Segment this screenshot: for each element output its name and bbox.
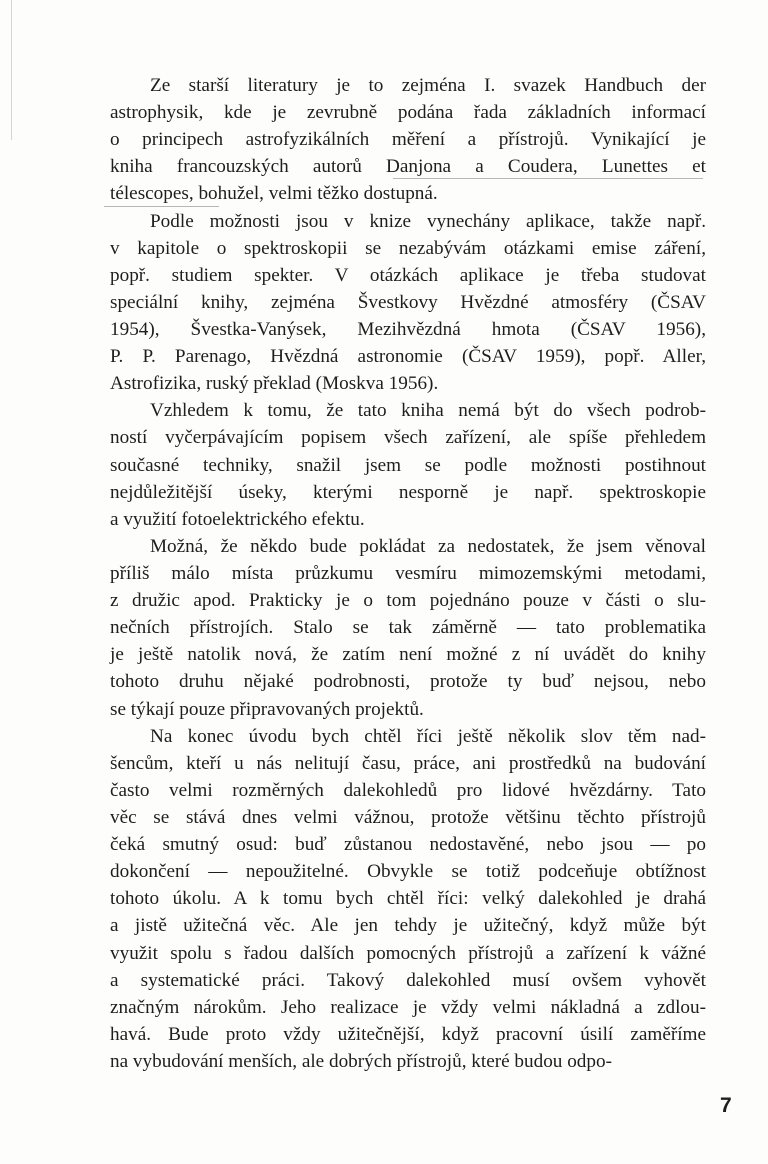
text-line: věc se stává dnes velmi vážnou, protože většinu těchto přístrojů	[110, 806, 706, 828]
text-line: čeká smutný osud: buď zůstanou nedostavěné, nebo jsou — po	[110, 834, 706, 856]
text-line: tohoto úkolu. A k tomu bych chtěl říci: velký dalekohled je drahá	[110, 888, 706, 910]
text-line: šencům, kteří u nás nelitují času, práce, ani prostředků na budování	[110, 752, 706, 774]
text-line: současné techniky, snažil jsem se podle možnosti postihnout	[110, 454, 706, 476]
text-line: se týkají pouze připravovaných projektů.	[110, 698, 424, 720]
text-line: kniha francouzských autorů Danjona a Coudera, Lunettes et	[110, 156, 706, 178]
text-line: v kapitole o spektroskopii se nezabývám otázkami emise záření,	[110, 237, 706, 259]
paragraph	[110, 72, 706, 208]
text-line: z družic apod. Prakticky je o tom pojednáno pouze v části o slu-	[110, 590, 706, 612]
text-line: Astrofizika, ruský překlad (Moskva 1956).	[110, 373, 439, 395]
text-line: Podle možnosti jsou v knize vynechány aplikace, takže např.	[150, 210, 706, 232]
scan-edge-line	[11, 0, 12, 140]
text-line: Na konec úvodu bych chtěl říci ještě několik slov těm nad-	[150, 725, 706, 747]
text-line: Možná, že někdo bude pokládat za nedostatek, že jsem věnoval	[150, 535, 706, 557]
text-line: často velmi rozměrných dalekohledů pro lidové hvězdárny. Tato	[110, 779, 706, 801]
text-line: astrophysik, kde je zevrubně podána řada základních informací	[110, 102, 706, 124]
text-line: dokončení — nepoužitelné. Obvykle se totiž podceňuje obtížnost	[110, 861, 706, 883]
paragraph	[110, 723, 706, 1075]
text-line: na vybudování menších, ale dobrých přístrojů, které budou odpo-	[110, 1050, 612, 1072]
text-line: a využití fotoelektrického efektu.	[110, 508, 365, 530]
paragraph	[110, 533, 706, 723]
text-line: o principech astrofyzikálních měření a přístrojů. Vynikající je	[110, 129, 706, 151]
text-line: ností vyčerpávajícím popisem všech zařízení, ale spíše přehledem	[110, 427, 706, 449]
text-line: nečních přístrojích. Stalo se tak záměrně — tato problematika	[110, 617, 706, 639]
text-line: značným nárokům. Jeho realizace je vždy velmi nákladná a zdlou-	[110, 996, 706, 1018]
text-line: 1954), Švestka-Vanýsek, Mezihvězdná hmota (ČSAV 1956),	[110, 318, 706, 340]
text-line: P. P. Parenago, Hvězdná astronomie (ČSAV 1959), popř. Aller,	[110, 346, 706, 368]
text-line: a jistě užitečná věc. Ale jen tehdy je užitečný, když může být	[110, 915, 706, 937]
text-line: speciální knihy, zejména Švestkovy Hvězdné atmosféry (ČSAV	[110, 291, 706, 313]
text-line: je ještě natolik nová, že zatím není možné z ní uvádět do knihy	[110, 644, 706, 666]
text-line: Ze starší literatury je to zejména I. svazek Handbuch der	[150, 75, 706, 96]
text-line: tohoto druhu nějaké podrobnosti, protože ty buď nejsou, nebo	[110, 671, 706, 693]
text-line: havá. Bude proto vždy užitečnější, když pracovní úsilí zaměříme	[110, 1023, 706, 1045]
body-text	[110, 72, 706, 1075]
paragraph	[110, 397, 706, 533]
text-line: Vzhledem k tomu, že tato kniha nemá být do všech podrob-	[150, 400, 706, 422]
text-line: a systematické práci. Takový dalekohled musí ovšem vyhovět	[110, 969, 706, 991]
page-number: 7	[720, 1094, 732, 1117]
text-line: nejdůležitější úseky, kterými nesporně je např. spektroskopie	[110, 481, 706, 503]
text-line: příliš málo místa průzkumu vesmíru mimozemskými metodami,	[110, 562, 706, 584]
text-line: télescopes, bohužel, velmi těžko dostupná.	[110, 183, 438, 205]
text-line: popř. studiem spekter. V otázkách aplikace je třeba studovat	[110, 264, 706, 286]
paragraph	[110, 208, 706, 398]
text-line: využit spolu s řadou dalších pomocných přístrojů a zařízení k vážné	[110, 942, 706, 964]
